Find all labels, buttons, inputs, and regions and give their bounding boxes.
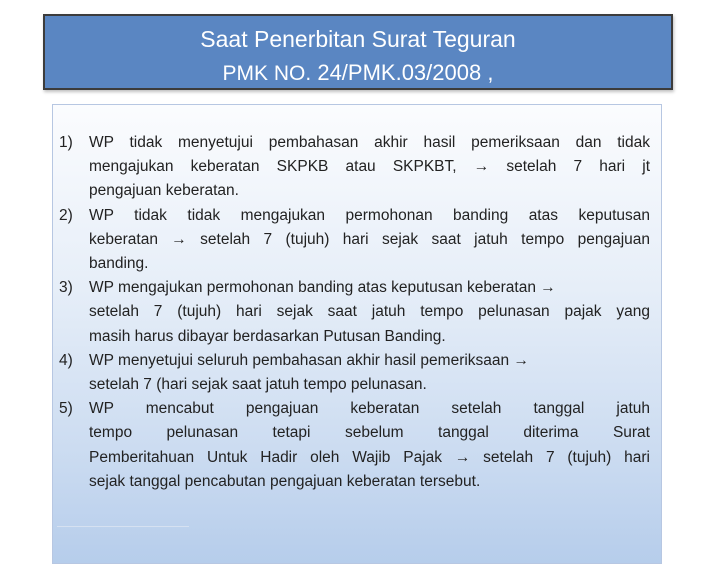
list-item-line: setelah 7 (hari sejak saat jatuh tempo pelunasan. [89,376,427,394]
list-item [59,204,650,277]
list-item-line: banding. [89,255,149,273]
list-item-line: WP menyetujui seluruh pembahasan akhir hasil pemeriksaan → [89,351,529,369]
list-item-number: 1) [59,134,73,151]
slide-title: Saat Penerbitan Surat Teguran [200,26,516,52]
list-item-number: 4) [59,351,73,369]
list-item-line: tempo pelunasan tetapi sebelum tanggal diterima Surat [89,424,650,442]
list-item-line: masih harus dibayar berdasarkan Putusan Banding. [89,327,446,345]
regulation-number: 24/PMK.03/2008 , [311,60,494,85]
list-item-line: setelah 7 (tujuh) hari sejak saat jatuh tempo pelunasan pajak yang [89,303,650,321]
list-item-number: 5) [59,400,73,418]
list-item [59,131,650,204]
list-item-line: WP tidak menyetujui pembahasan akhir hasil pemeriksaan dan tidak [89,134,650,151]
list-item [59,276,650,349]
list-item-line: keberatan → setelah 7 (tujuh) hari sejak saat jatuh tempo pengajuan [89,230,650,248]
content-panel [52,104,662,564]
list-item-line: WP mengajukan permohonan banding atas keputusan keberatan → [89,279,556,297]
list-item-number: 2) [59,206,73,224]
list-item-line: WP tidak tidak mengajukan permohonan banding atas keputusan [89,206,650,224]
slide-subtitle [45,59,671,88]
list-item-line: sejak tanggal pencabutan pengajuan keberatan tersebut. [89,472,481,490]
list-item-line: pengajuan keberatan. [89,182,239,200]
divider-line [57,526,189,527]
list-item-line: Pemberitahuan Untuk Hadir oleh Wajib Pajak → setelah 7 (tujuh) hari [89,448,650,466]
list-item-line: mengajukan keberatan SKPKB atau SKPKBT, → setelah 7 hari jt [89,158,650,176]
list-item [59,397,650,494]
list-item-line: WP mencabut pengajuan keberatan setelah tanggal jatuh [89,400,650,418]
conditions-list [59,131,650,494]
list-item-number: 3) [59,279,73,297]
slide-title-box [43,14,673,90]
list-item [59,349,650,397]
regulation-prefix: PMK NO. [222,62,312,85]
